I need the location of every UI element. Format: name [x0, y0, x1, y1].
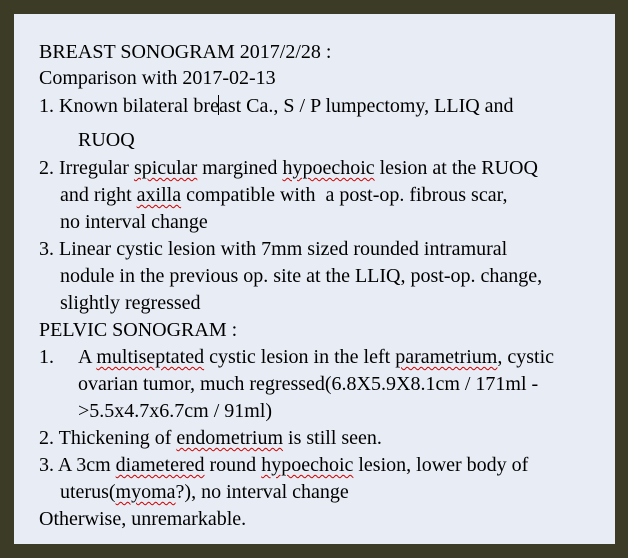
breast-item-3-cont2: slightly regressed [60, 292, 201, 314]
breast-item-3: 3. Linear cystic lesion with 7mm sized rounded intramural [39, 238, 508, 260]
breast-item-1: 1. Known bilateral breast Ca., S / P lumpectomy, LLIQ and [39, 95, 514, 117]
spellcheck-word: axilla [136, 184, 182, 206]
breast-item-2: 2. Irregular spicular margined hypoechoic lesion at the RUOQ [39, 157, 538, 179]
spellcheck-word: diametered [115, 454, 205, 476]
pelvic-item-2: 2. Thickening of endometrium is still seen. [39, 427, 382, 449]
spellcheck-word: multiseptated [96, 346, 205, 368]
comparison-line: Comparison with 2017-02-13 [39, 67, 276, 89]
breast-item-1-cont: RUOQ [78, 129, 135, 151]
breast-sonogram-heading: BREAST SONOGRAM 2017/2/28 : [39, 41, 332, 63]
pelvic-item-1-cont: ovarian tumor, much regressed(6.8X5.9X8.1cm / 171ml - [78, 373, 539, 395]
pelvic-sonogram-heading: PELVIC SONOGRAM : [39, 319, 238, 341]
pelvic-item-1-number: 1. [39, 346, 54, 368]
report-document[interactable] [14, 14, 615, 544]
pelvic-item-1-cont2: >5.5x4.7x6.7cm / 91ml) [78, 400, 273, 422]
spellcheck-word: endometrium [176, 427, 284, 449]
spellcheck-word: hypoechoic [261, 454, 354, 476]
pelvic-item-3-cont: uterus(myoma?), no interval change [60, 481, 349, 503]
pelvic-item-1: A multiseptated cystic lesion in the left parametrium, cystic [78, 346, 555, 368]
breast-item-3-cont: nodule in the previous op. site at the LLIQ, post-op. change, [60, 265, 543, 287]
spellcheck-word: hypoechoic [282, 157, 375, 179]
pelvic-item-3: 3. A 3cm diametered round hypoechoic lesion, lower body of [39, 454, 529, 476]
spellcheck-word: spicular [133, 157, 198, 179]
spellcheck-word: parametrium [395, 346, 498, 368]
breast-item-2-cont: and right axilla compatible with a post-op. fibrous scar, [60, 184, 508, 206]
otherwise-line: Otherwise, unremarkable. [39, 508, 247, 530]
breast-item-2-cont2: no interval change [60, 211, 208, 233]
spellcheck-word: myoma [115, 481, 176, 503]
